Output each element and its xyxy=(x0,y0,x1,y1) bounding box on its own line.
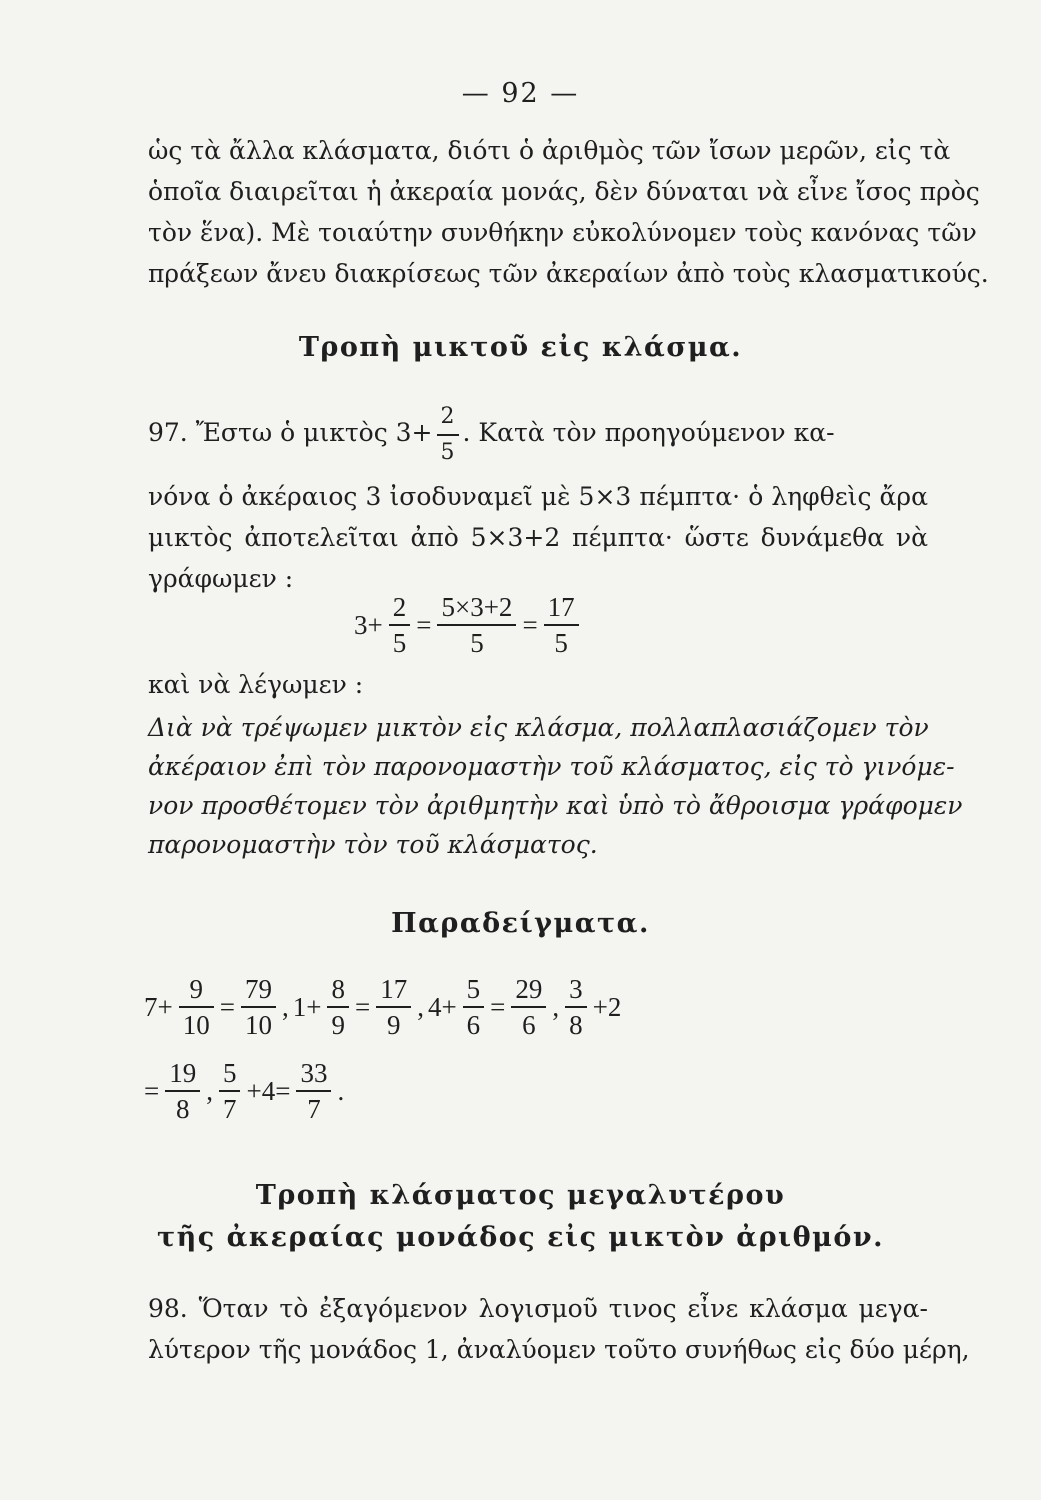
example-row2-fraction-1 xyxy=(219,1056,241,1126)
paragraph-98-line-1: 98. Ὅταν τὸ ἐξαγόμενον λογισμοῦ τινος εἶνε κλάσμα μεγα- xyxy=(148,1294,928,1323)
example-row2-numerator-2: 33 xyxy=(296,1056,331,1092)
example-row2-operator-1: +4= xyxy=(246,1075,291,1106)
example-row1-operator-6: +2 xyxy=(592,991,622,1022)
example-row1-denominator-3: 9 xyxy=(386,1010,401,1040)
p97-start: 97. Ἔστω ὁ μικτὸς 3+ xyxy=(148,418,433,447)
paragraph-97-line-1 xyxy=(148,398,928,468)
example-row1-prefix-2: 1+ xyxy=(292,991,322,1022)
intro-line-2: ὁποῖα διαιρεῖται ἡ ἀκεραία μονάς, δὲν δύναται νὰ εἶνε ἴσος πρὸς xyxy=(148,177,980,206)
example-row2-operator-2: . xyxy=(337,1075,345,1106)
example-row2-numerator-1: 5 xyxy=(219,1056,241,1092)
eq1-fraction-3 xyxy=(544,590,579,660)
example-row1-fraction-1 xyxy=(241,972,276,1042)
example-row1-operator-1: , xyxy=(281,991,289,1022)
paragraph-97-line-3: μικτὸς ἀποτελεῖται ἀπὸ 5×3+2 πέμπτα· ὥστε δυνάμεθα νὰ xyxy=(148,523,928,552)
example-row1-operator-4: = xyxy=(490,991,506,1022)
eq1-fraction-2 xyxy=(437,590,516,660)
example-row1-denominator-5: 6 xyxy=(522,1010,536,1040)
section-title-examples: Παραδείγματα. xyxy=(391,908,650,939)
example-row2-fraction-0 xyxy=(165,1056,200,1126)
intro-line-4: πράξεων ἄνευ διακρίσεως τῶν ἀκεραίων ἀπὸ τοὺς κλασματικούς. xyxy=(148,259,989,288)
rule-line-2: ἀκέραιον ἐπὶ τὸν παρονομαστὴν τοῦ κλάσματος, εἰς τὸ γινόμε- xyxy=(148,752,955,781)
example-row1-fraction-2 xyxy=(327,972,349,1042)
section-title-mixed-to-fraction: Τροπὴ μικτοῦ εἰς κλάσμα. xyxy=(298,332,743,363)
rule-line-4: παρονομαστὴν τὸν τοῦ κλάσματος. xyxy=(148,830,598,859)
example-row1-fraction-3 xyxy=(376,972,411,1042)
intro-line-1: ὡς τὰ ἄλλα κλάσματα, διότι ὁ ἀριθμὸς τῶν ἴσων μερῶν, εἰς τὰ xyxy=(148,136,951,165)
example-row1-prefix-0: 7+ xyxy=(144,991,173,1022)
section-title-improper-line-1: Τροπὴ κλάσματος μεγαλυτέρου xyxy=(255,1180,786,1211)
eq1-f3-numerator: 17 xyxy=(544,590,579,626)
eq1-f1-numerator: 2 xyxy=(389,590,411,626)
example-row1-numerator-5: 29 xyxy=(511,972,546,1008)
example-row1-prefix-4: 4+ xyxy=(427,991,457,1022)
example-row1-operator-2: = xyxy=(354,991,371,1022)
eq1-equals-b: = xyxy=(522,609,538,640)
eq1-equals-a: = xyxy=(416,609,432,640)
paragraph-97-line-4: γράφωμεν : xyxy=(148,564,294,593)
paragraph-98-line-2: λύτερον τῆς μονάδος 1, ἀναλύομεν τοῦτο συνήθως εἰς δύο μέρη, xyxy=(148,1335,970,1364)
example-row1-numerator-1: 79 xyxy=(241,972,276,1008)
p97-rest: . Κατὰ τὸν προηγούμενον κα- xyxy=(462,418,835,447)
eq1-f2-numerator: 5×3+2 xyxy=(437,590,516,626)
example-row1-denominator-6: 8 xyxy=(569,1010,583,1040)
example-row1-denominator-1: 10 xyxy=(244,1010,272,1040)
example-row1-operator-3: , xyxy=(417,991,424,1022)
say-line: καὶ νὰ λέγωμεν : xyxy=(148,670,364,699)
example-row2-numerator-0: 19 xyxy=(165,1056,200,1092)
paragraph-97-line-2: νόνα ὁ ἀκέραιος 3 ἰσοδυναμεῖ μὲ 5×3 πέμπτα· ὁ ληφθεὶς ἄρα xyxy=(148,482,928,511)
example-row1-numerator-0: 9 xyxy=(179,972,214,1008)
eq1-fraction-1 xyxy=(389,590,411,660)
example-row1-denominator-4: 6 xyxy=(466,1010,481,1040)
example-row1-numerator-4: 5 xyxy=(463,972,485,1008)
eq1-f3-denominator: 5 xyxy=(554,628,568,658)
eq1-f2-denominator: 5 xyxy=(470,628,484,658)
example-row1-numerator-2: 8 xyxy=(327,972,349,1008)
eq1-whole: 3+ xyxy=(354,609,383,640)
example-row2-denominator-0: 8 xyxy=(175,1094,190,1124)
examples-row-2 xyxy=(142,1056,346,1126)
example-row2-denominator-2: 7 xyxy=(307,1094,321,1124)
example-row1-fraction-5 xyxy=(511,972,546,1042)
example-row2-prefix-0: = xyxy=(144,1075,160,1106)
example-row1-denominator-2: 9 xyxy=(331,1010,345,1040)
example-row1-fraction-0 xyxy=(179,972,214,1042)
p97-frac-denominator: 5 xyxy=(440,439,455,465)
equation-mixed-conversion xyxy=(352,590,583,660)
example-row1-operator-0: = xyxy=(219,991,235,1022)
rule-line-3: νον προσθέτομεν τὸν ἀριθμητὴν καὶ ὑπὸ τὸ ἄθροισμα γράφομεν xyxy=(148,791,963,820)
page-number: — 92 — xyxy=(461,78,580,109)
example-row1-denominator-0: 10 xyxy=(182,1010,210,1040)
p97-fraction xyxy=(437,400,459,470)
example-row2-operator-0: , xyxy=(206,1075,213,1106)
example-row1-numerator-3: 17 xyxy=(376,972,411,1008)
example-row1-numerator-6: 3 xyxy=(565,972,587,1008)
example-row1-fraction-4 xyxy=(463,972,485,1042)
example-row2-denominator-1: 7 xyxy=(222,1094,237,1124)
rule-line-1: Διὰ νὰ τρέψωμεν μικτὸν εἰς κλάσμα, πολλαπλασιάζομεν τὸν xyxy=(148,713,929,742)
intro-line-3: τὸν ἕνα). Μὲ τοιαύτην συνθήκην εὐκολύνομεν τοὺς κανόνας τῶν xyxy=(148,218,977,247)
eq1-f1-denominator: 5 xyxy=(392,628,407,658)
p97-frac-numerator: 2 xyxy=(437,400,459,436)
examples-row-1 xyxy=(142,972,623,1042)
example-row2-fraction-2 xyxy=(296,1056,331,1126)
example-row1-operator-5: , xyxy=(552,991,560,1022)
example-row1-fraction-6 xyxy=(565,972,587,1042)
section-title-improper-line-2: τῆς ἀκεραίας μονάδος εἰς μικτὸν ἀριθμόν. xyxy=(156,1222,885,1253)
